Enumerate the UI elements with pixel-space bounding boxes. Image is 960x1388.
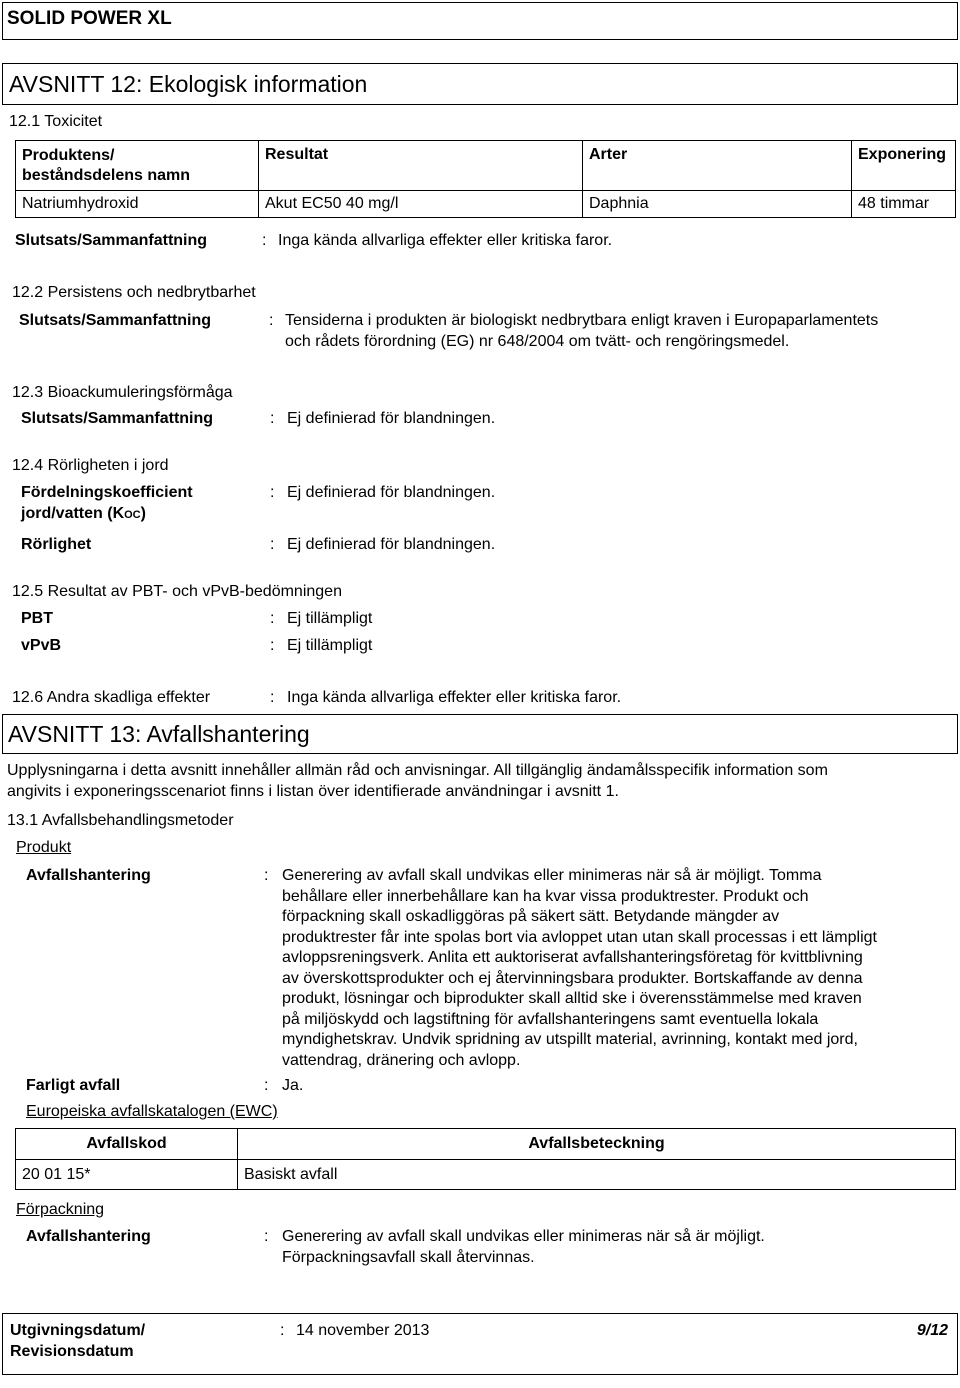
disposal-text: Generering av avfall skall undvikas eller minimeras när så är möjligt. Tomma behållare eller innerbehållare kan ha kvar vissa produktrester. Produkt och förpackning skall oskadliggöras på säkert sätt. Betydande mängder av produktrester får inte spolas bort via avloppet utan utan skall processas i ett lämpligt avloppsreningsverk. Anlita ett auktoriserat avfallshanteringsföretag för kvittblivning av överskottsprodukter och ej återvinningsbara produkter. Bortskaffande av denna produkt, lösningar och biprodukter skall alltid ske i överensstämmelse med kraven på miljöskydd och lagstiftning för avfallshanteringens samt eventuella lokala myndighetskrav. Undvik spridning av utspillt material, avrinning, kontakt med jord, vattendrag, dränering och avlopp. xyxy=(282,867,877,1069)
disposal-label: Avfallshantering xyxy=(26,867,151,884)
vpvb-label: vPvB xyxy=(21,637,62,654)
footer-date-label-line-1: Utgivningsdatum/ xyxy=(10,1322,146,1339)
product-heading: Produkt xyxy=(16,839,72,856)
footer-box xyxy=(2,1313,958,1375)
product-name: SOLID POWER XL xyxy=(7,8,172,29)
bioaccumulation-summary-value: Ej definierad för blandningen. xyxy=(287,410,496,427)
col-header-waste-code: Avfallskod xyxy=(16,1129,238,1160)
colon: : xyxy=(270,689,275,706)
hazardous-waste-value: Ja. xyxy=(282,1077,304,1094)
mobility-heading: 12.4 Rörligheten i jord xyxy=(12,457,169,474)
toxicity-table xyxy=(15,140,956,218)
colon: : xyxy=(270,536,275,553)
table-cell: Basiskt avfall xyxy=(238,1160,956,1190)
persistence-heading: 12.2 Persistens och nedbrytbarhet xyxy=(12,284,256,301)
footer-date-value: 14 november 2013 xyxy=(296,1322,430,1339)
section-13-intro-line-2: angivits i exponeringsscenariot finns i listan över identifierade användningar i avsnitt 1. xyxy=(7,783,619,800)
table-cell: Natriumhydroxid xyxy=(16,191,259,218)
hazardous-waste-label: Farligt avfall xyxy=(26,1077,121,1094)
vpvb-value: Ej tillämpligt xyxy=(287,637,373,654)
table-cell: 20 01 15* xyxy=(16,1160,238,1190)
colon: : xyxy=(269,312,274,329)
colon: : xyxy=(270,410,275,427)
koc-value: Ej definierad för blandningen. xyxy=(287,484,496,501)
persistence-line-2: och rådets förordning (EG) nr 648/2004 om tvätt- och rengöringsmedel. xyxy=(285,333,790,350)
pbt-heading: 12.5 Resultat av PBT- och vPvB-bedömningen xyxy=(12,583,342,600)
ewc-heading: Europeiska avfallskatalogen (EWC) xyxy=(26,1103,278,1120)
mobility-value: Ej definierad för blandningen. xyxy=(287,536,496,553)
toxicity-heading: 12.1 Toxicitet xyxy=(9,113,103,130)
persistence-summary-label: Slutsats/Sammanfattning xyxy=(19,312,212,329)
colon: : xyxy=(264,867,269,884)
toxicity-summary-label: Slutsats/Sammanfattning xyxy=(15,232,208,249)
page-number: 9/12 xyxy=(916,1322,948,1339)
section-13-intro-line-1: Upplysningarna i detta avsnitt innehåller allmän råd och anvisningar. All tillgänglig ändamålsspecifik information som xyxy=(7,762,828,779)
ewc-table xyxy=(15,1128,956,1190)
toxicity-summary-value: Inga kända allvarliga effekter eller kritiska faror. xyxy=(278,232,613,249)
colon: : xyxy=(270,610,275,627)
col-header-result: Resultat xyxy=(259,141,583,191)
koc-label-line-2: jord/vatten (KOC) xyxy=(21,505,146,522)
table-cell: Daphnia xyxy=(583,191,852,218)
colon: : xyxy=(262,232,267,249)
other-effects-heading: 12.6 Andra skadliga effekter xyxy=(12,689,211,706)
koc-label-line-1: Fördelningskoefficient xyxy=(21,484,193,501)
colon: : xyxy=(280,1322,285,1339)
pbt-label: PBT xyxy=(21,610,53,627)
packaging-line-2: Förpackningsavfall skall återvinnas. xyxy=(282,1249,535,1266)
footer-date-label-line-2: Revisionsdatum xyxy=(10,1343,134,1360)
col-header-exposure: Exponering xyxy=(852,141,956,191)
colon: : xyxy=(270,637,275,654)
packaging-heading: Förpackning xyxy=(16,1201,105,1218)
section-12-title: AVSNITT 12: Ekologisk information xyxy=(9,71,368,97)
other-effects-value: Inga kända allvarliga effekter eller kritiska faror. xyxy=(287,689,622,706)
mobility-label: Rörlighet xyxy=(21,536,92,553)
methods-heading: 13.1 Avfallsbehandlingsmetoder xyxy=(7,812,234,829)
colon: : xyxy=(264,1077,269,1094)
packaging-line-1: Generering av avfall skall undvikas eller minimeras när så är möjligt. xyxy=(282,1228,765,1245)
col-header-waste-designation: Avfallsbeteckning xyxy=(238,1129,956,1160)
table-row xyxy=(16,1160,956,1190)
pbt-value: Ej tillämpligt xyxy=(287,610,373,627)
section-13-title: AVSNITT 13: Avfallshantering xyxy=(8,721,310,747)
table-cell: 48 timmar xyxy=(852,191,956,218)
colon: : xyxy=(270,484,275,501)
bioaccumulation-summary-label: Slutsats/Sammanfattning xyxy=(21,410,214,427)
bioaccumulation-heading: 12.3 Bioackumuleringsförmåga xyxy=(12,384,233,401)
col-header-species: Arter xyxy=(583,141,852,191)
table-row xyxy=(16,191,956,218)
persistence-line-1: Tensiderna i produkten är biologiskt nedbrytbara enligt kraven i Europaparlamentets xyxy=(285,312,879,329)
col-header-product: Produktens/ beståndsdelens namn xyxy=(16,141,259,191)
colon: : xyxy=(264,1228,269,1245)
packaging-disposal-label: Avfallshantering xyxy=(26,1228,151,1245)
table-cell: Akut EC50 40 mg/l xyxy=(259,191,583,218)
